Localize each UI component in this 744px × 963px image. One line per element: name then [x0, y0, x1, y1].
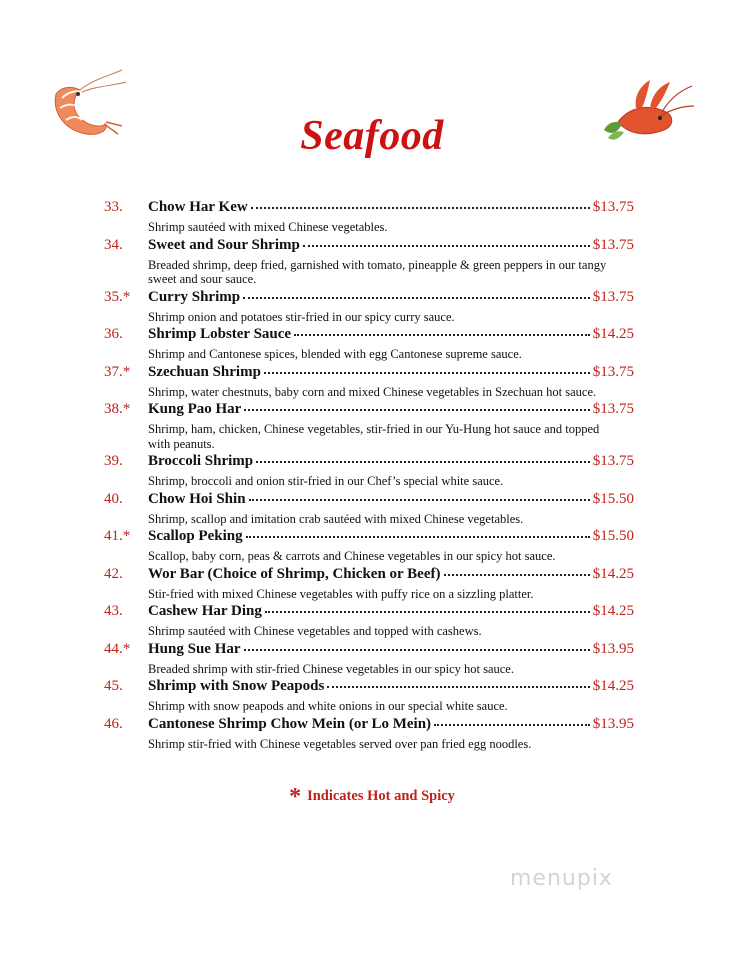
item-description: Shrimp and Cantonese spices, blended with egg Cantonese supreme sauce. [148, 347, 522, 361]
item-name: Broccoli Shrimp [148, 453, 254, 469]
spicy-legend [0, 784, 744, 811]
item-price: $14.25 [592, 603, 634, 619]
item-price: $14.25 [592, 678, 634, 694]
item-price: $13.75 [592, 401, 634, 417]
dot-leader [294, 333, 590, 336]
dot-leader [264, 371, 590, 374]
item-price: $15.50 [592, 528, 634, 544]
item-number: 39. [104, 453, 123, 469]
dot-leader [327, 685, 589, 688]
dot-leader [244, 648, 590, 651]
menu-item-header [104, 528, 634, 549]
item-name: Hung Sue Har [148, 640, 241, 657]
menu-item-header [104, 716, 634, 737]
menu-item [104, 453, 634, 489]
menu-item-header [104, 289, 634, 310]
dot-leader [246, 535, 590, 538]
item-description: Shrimp onion and potatoes stir-fried in our spicy curry sauce. [148, 309, 455, 324]
page-title: Seafood [300, 113, 444, 159]
spicy-star-icon: * [289, 784, 302, 810]
menu-item-header [104, 199, 634, 220]
item-name: Wor Bar (Choice of Shrimp, Chicken or Beef) [148, 565, 441, 582]
menu-item [104, 491, 634, 527]
dot-leader [444, 573, 590, 576]
item-price: $14.25 [592, 326, 634, 342]
dot-leader [249, 498, 590, 501]
item-price: $13.95 [592, 715, 634, 732]
item-number: 34. [104, 236, 123, 253]
menu-item-header [104, 453, 634, 474]
item-number: 46. [104, 715, 123, 732]
item-name: Kung Pao Har [148, 401, 242, 417]
item-price: $13.95 [592, 640, 634, 657]
menu-item [104, 603, 634, 639]
watermark: menupix [510, 866, 613, 891]
item-number: 36. [104, 326, 123, 342]
dot-leader [243, 296, 590, 299]
dot-leader [265, 610, 590, 613]
menu-item [104, 237, 634, 287]
item-name: Shrimp with Snow Peapods [148, 678, 325, 694]
item-name: Curry Shrimp [148, 288, 241, 305]
item-name: Sweet and Sour Shrimp [148, 236, 300, 253]
item-description: Shrimp, scallop and imitation crab sautéed with mixed Chinese vegetables. [148, 511, 524, 526]
item-name: Scallop Peking [148, 528, 243, 544]
item-name: Chow Hoi Shin [148, 490, 246, 507]
item-price: $14.25 [592, 565, 634, 582]
menu-item-header [104, 364, 634, 385]
item-description: Shrimp, water chestnuts, baby corn and mixed Chinese vegetables in Szechuan hot sauce. [148, 384, 597, 399]
item-description: Scallop, baby corn, peas & carrots and Chinese vegetables in our spicy hot sauce. [148, 549, 556, 563]
menu-item-header [104, 678, 634, 699]
item-number: 44.* [104, 640, 131, 657]
spicy-legend-text: Indicates Hot and Spicy [307, 788, 455, 804]
item-description: Stir-fried with mixed Chinese vegetables with puffy rice on a sizzling platter. [148, 586, 534, 601]
menu-item [104, 528, 634, 564]
item-number: 43. [104, 603, 123, 619]
menu-item-header [104, 237, 634, 258]
menu-item-header [104, 326, 634, 347]
dot-leader [256, 460, 590, 463]
item-name: Chow Har Kew [148, 199, 248, 215]
item-description: Shrimp sautéed with mixed Chinese vegetables. [148, 220, 388, 234]
item-number: 35.* [104, 288, 131, 305]
menu-item [104, 566, 634, 602]
menu-item [104, 289, 634, 325]
dot-leader [251, 206, 590, 209]
item-description: Breaded shrimp with stir-fried Chinese vegetables in our spicy hot sauce. [148, 661, 514, 676]
menu-item-header [104, 603, 634, 624]
menu-item [104, 326, 634, 362]
item-number: 40. [104, 490, 123, 507]
item-price: $15.50 [592, 490, 634, 507]
menu-item-header [104, 491, 634, 512]
item-description: Shrimp sautéed with Chinese vegetables and topped with cashews. [148, 624, 482, 638]
item-number: 45. [104, 678, 123, 694]
item-description: Shrimp, ham, chicken, Chinese vegetables, stir-fried in our Yu-Hung hot sauce and topped with peanuts. [148, 422, 600, 451]
item-description: Shrimp, broccoli and onion stir-fried in our Chef’s special white sauce. [148, 474, 504, 488]
item-price: $13.75 [592, 288, 634, 305]
item-name: Cantonese Shrimp Chow Mein (or Lo Mein) [148, 715, 432, 732]
dot-leader [244, 408, 589, 411]
menu-item-header [104, 401, 634, 422]
menu-item [104, 641, 634, 677]
item-description: Breaded shrimp, deep fried, garnished with tomato, pineapple & green peppers in our tangy sweet and sour sauce. [148, 257, 607, 286]
item-number: 41.* [104, 528, 131, 544]
item-name: Cashew Har Ding [148, 603, 262, 619]
item-name: Szechuan Shrimp [148, 363, 261, 380]
dot-leader [303, 244, 590, 247]
menu-item [104, 364, 634, 400]
item-number: 38.* [104, 401, 131, 417]
menu-item [104, 716, 634, 752]
item-price: $13.75 [592, 199, 634, 215]
item-number: 33. [104, 199, 123, 215]
item-number: 42. [104, 565, 123, 582]
menu-item [104, 678, 634, 714]
menu-list [0, 199, 744, 753]
menu-item [104, 199, 634, 235]
menu-item-header [104, 641, 634, 662]
item-number: 37.* [104, 363, 131, 380]
item-description: Shrimp stir-fried with Chinese vegetables served over pan fried egg noodles. [148, 736, 532, 751]
item-description: Shrimp with snow peapods and white onions in our special white sauce. [148, 699, 508, 713]
dot-leader [434, 723, 590, 726]
item-name: Shrimp Lobster Sauce [148, 326, 292, 342]
item-price: $13.75 [592, 453, 634, 469]
item-price: $13.75 [592, 236, 634, 253]
menu-item [104, 401, 634, 451]
menu-item-header [104, 566, 634, 587]
item-price: $13.75 [592, 363, 634, 380]
